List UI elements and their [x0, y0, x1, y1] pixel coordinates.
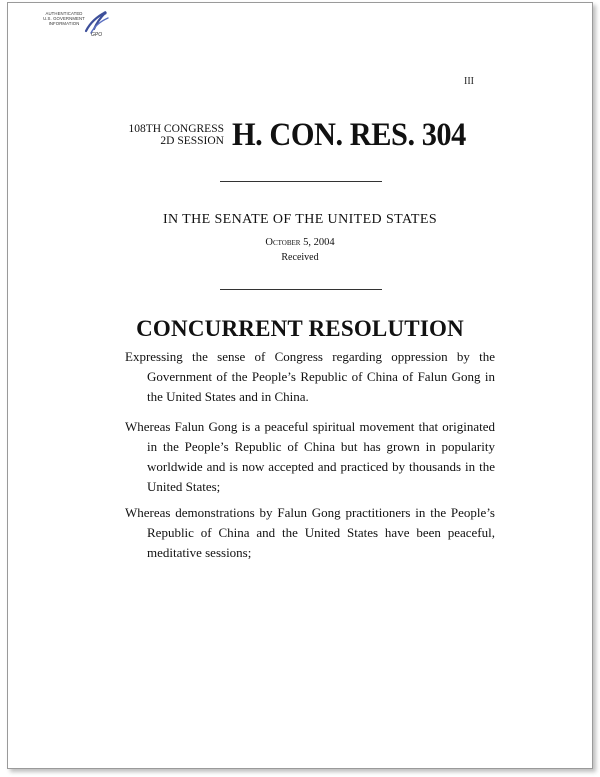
action-date: October 5, 2004 [265, 237, 335, 248]
divider-top [220, 181, 382, 182]
page-code: III [464, 76, 474, 87]
divider-bottom [220, 289, 382, 290]
congress-label: 108TH CONGRESS [128, 123, 224, 135]
bill-number: H. CON. RES. 304 [232, 117, 466, 153]
logo-line-2: U.S. GOVERNMENT [43, 16, 85, 21]
logo-line-3: INFORMATION [48, 21, 80, 26]
congress-session [114, 123, 224, 147]
gpo-authentication-logo [34, 9, 124, 45]
whereas-clause: Whereas Falun Gong is a peaceful spiritual movement that originated in the People’s Republic of China but has grown in popularity worldwide and is now accepted and practiced by thousands in the United States; [125, 419, 495, 494]
session-label: 2D SESSION [160, 135, 224, 147]
logo-line-1: AUTHENTICATED [45, 11, 83, 16]
document-page [7, 2, 593, 769]
chamber-heading: IN THE SENATE OF THE UNITED STATES [162, 212, 438, 227]
action-status: Received [281, 252, 319, 263]
document-type-heading: CONCURRENT RESOLUTION [136, 316, 464, 341]
whereas-clause: Whereas demonstrations by Falun Gong practitioners in the People’s Republic of China and the United States have been peaceful, meditative sessions; [125, 505, 495, 560]
resolution-title: Expressing the sense of Congress regarding oppression by the Government of the People’s Republic of China of Falun Gong in the United States and in China. [125, 349, 495, 404]
gpo-mark: GPO [91, 32, 103, 38]
